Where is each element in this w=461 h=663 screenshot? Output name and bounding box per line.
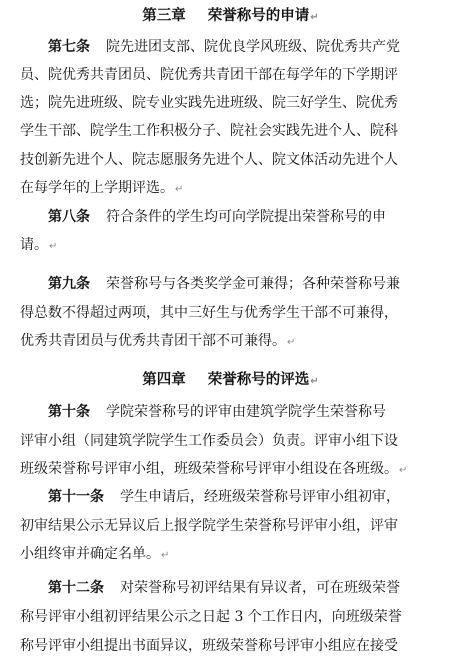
paragraph-mark: ↵ bbox=[49, 241, 58, 252]
paragraph-mark: ↵ bbox=[310, 376, 319, 387]
article-line: 员、院优秀共青团员、院优秀共青团干部在每学年的下学期评 bbox=[20, 67, 398, 83]
article-label: 第十二条 bbox=[48, 580, 104, 596]
article-text: 小组终审并确定名单。 bbox=[20, 546, 160, 562]
article-last-line bbox=[20, 331, 441, 353]
chapter-number: 第三章 bbox=[142, 8, 186, 24]
article-text: 荣誉称号与各类奖学金可兼得；各种荣誉称号兼 bbox=[106, 276, 400, 292]
article-last-line bbox=[20, 178, 441, 200]
chapter-heading bbox=[0, 6, 461, 28]
article-first-line bbox=[0, 487, 461, 509]
article-last-line bbox=[20, 235, 441, 257]
article-first-line bbox=[0, 578, 461, 600]
article-text: 在每学年的上学期评选。 bbox=[20, 180, 174, 196]
article-label: 第八条 bbox=[48, 209, 90, 225]
article-label: 第九条 bbox=[48, 276, 90, 292]
article-line: 得总数不得超过两项，其中三好生与优秀学生干部不可兼得， bbox=[20, 305, 398, 321]
article-line: 称号评审小组提出书面异议，班级荣誉称号评审小组应在接受 bbox=[20, 638, 398, 654]
paragraph-mark: ↵ bbox=[399, 465, 408, 476]
article-line: 选；院先进班级、院专业实践先进班级、院三好学生、院优秀 bbox=[20, 95, 398, 111]
article-text: 请。 bbox=[20, 237, 48, 253]
article-first-line bbox=[0, 37, 461, 59]
paragraph-mark: ↵ bbox=[310, 12, 319, 23]
article-text: 学院荣誉称号的评审由建筑学院学生荣誉称号 bbox=[106, 404, 386, 420]
article-first-line bbox=[0, 274, 461, 296]
paragraph-mark: ↵ bbox=[287, 337, 296, 348]
chapter-title: 荣誉称号的申请 bbox=[207, 8, 310, 24]
article-line: 学生干部、院学生工作积极分子、院社会实践先进个人、院科 bbox=[20, 123, 398, 139]
paragraph-mark: ↵ bbox=[161, 550, 170, 561]
article-last-line bbox=[20, 459, 441, 481]
article-first-line bbox=[0, 402, 461, 424]
article-text: 符合条件的学生均可向学院提出荣誉称号的申 bbox=[106, 209, 386, 225]
paragraph-mark: ↵ bbox=[175, 184, 184, 195]
chapter-title: 荣誉称号的评选 bbox=[207, 372, 310, 388]
article-text: 学生申请后，经班级荣誉称号评审小组初审， bbox=[120, 489, 400, 505]
chapter-number: 第四章 bbox=[142, 372, 186, 388]
article-text: 班级荣誉称号评审小组，班级荣誉称号评审小组设在各班级。 bbox=[20, 461, 398, 477]
chapter-heading bbox=[0, 370, 461, 392]
article-text: 优秀共青团员与优秀共青团干部不可兼得。 bbox=[20, 333, 286, 349]
article-label: 第十条 bbox=[48, 404, 90, 420]
article-label: 第七条 bbox=[48, 39, 90, 55]
article-label: 第十一条 bbox=[48, 489, 104, 505]
article-line: 评审小组（同建筑学院学生工作委员会）负责。评审小组下设 bbox=[20, 433, 398, 449]
article-last-line bbox=[20, 544, 441, 566]
article-text: 对荣誉称号初评结果有异议者，可在班级荣誉 bbox=[120, 580, 400, 596]
article-text: 院先进团支部、院优良学风班级、院优秀共产党 bbox=[106, 39, 400, 55]
article-line: 初审结果公示无异议后上报学院学生荣誉称号评审小组，评审 bbox=[20, 518, 398, 534]
article-first-line bbox=[0, 207, 461, 229]
article-line: 称号评审小组初评结果公示之日起 3 个工作日内，向班级荣誉 bbox=[20, 609, 402, 625]
article-line: 技创新先进个人、院志愿服务先进个人、院文体活动先进个人 bbox=[20, 152, 398, 168]
